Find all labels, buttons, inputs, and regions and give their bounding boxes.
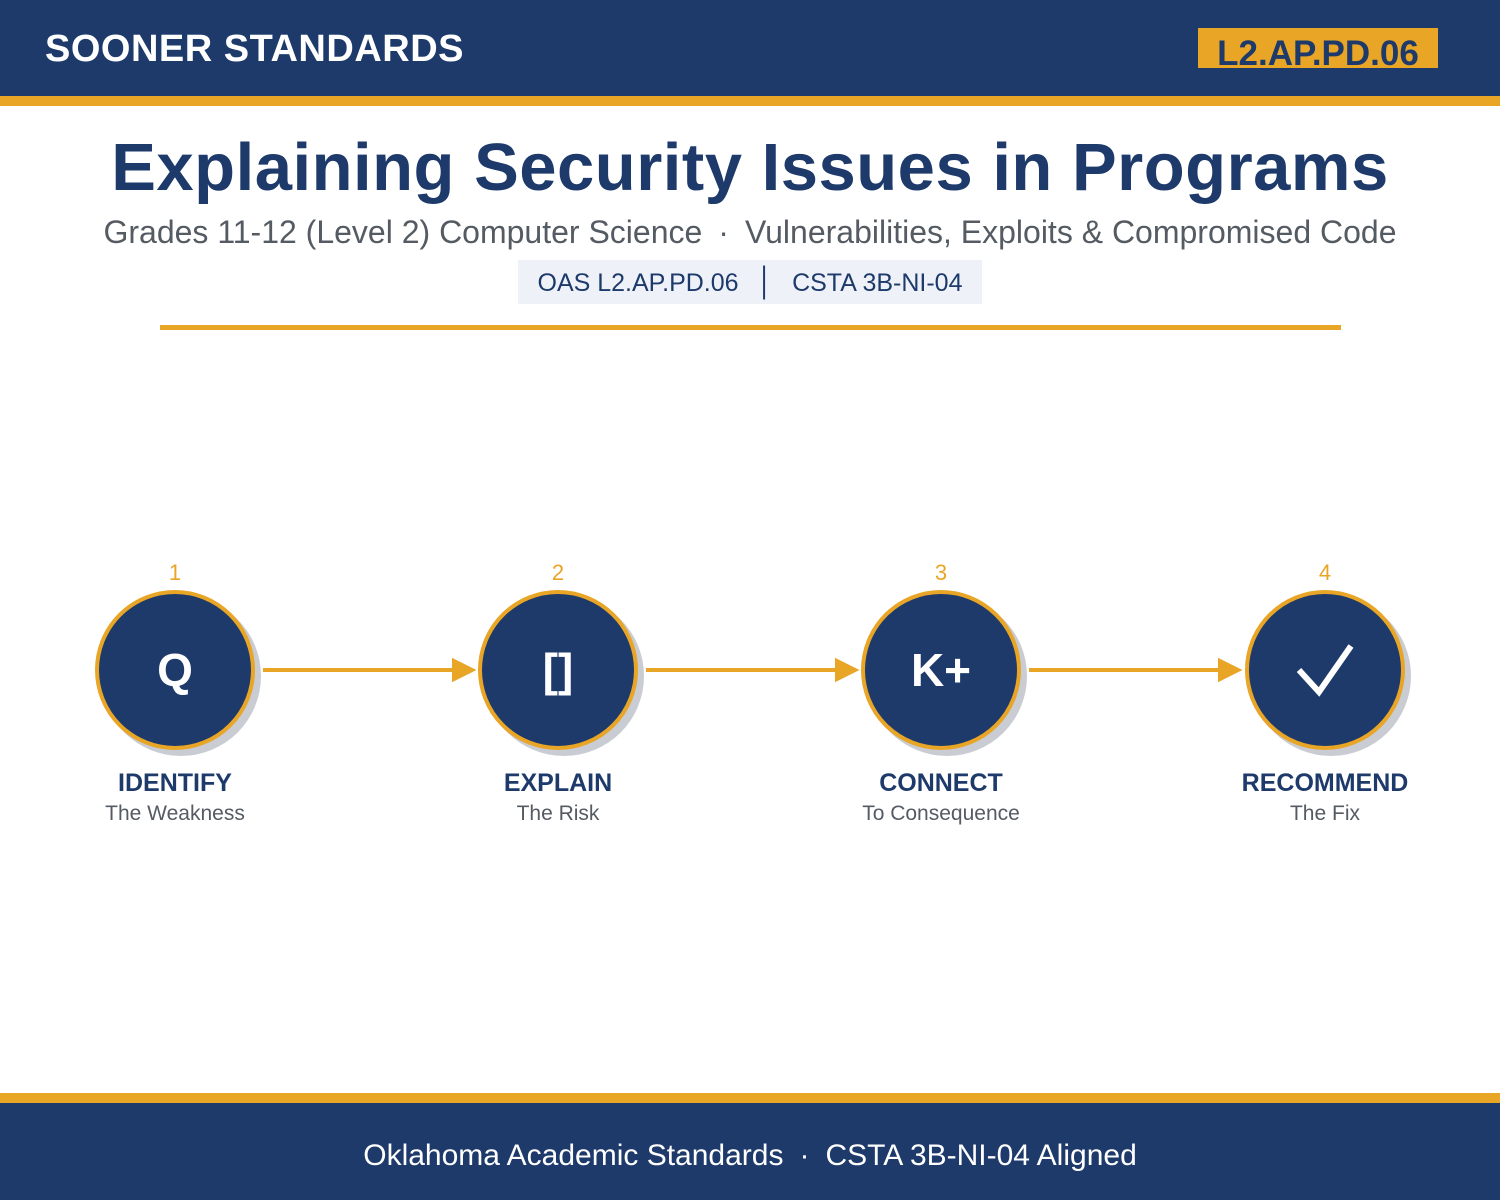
brand-name: SOONER STANDARDS: [45, 28, 464, 70]
step-subtitle: The Weakness: [105, 802, 245, 825]
link-glyph-icon: K+: [910, 644, 972, 696]
step-identify: [55, 540, 295, 828]
step-subtitle: The Risk: [516, 802, 600, 825]
footer-bar: [0, 1093, 1500, 1200]
magnifier-glyph-icon: Q: [157, 644, 193, 696]
footer-csta: CSTA 3B-NI-04 Aligned: [825, 1139, 1137, 1172]
csta-standard: CSTA 3B-NI-04: [792, 269, 963, 297]
header-bar: [0, 0, 1500, 106]
step-title: EXPLAIN: [503, 769, 613, 797]
subtitle-topic: Vulnerabilities, Exploits & Compromised Code: [744, 214, 1397, 250]
step-circle: [95, 590, 255, 750]
step-title: RECOMMEND: [1241, 769, 1409, 797]
step-number: 4: [1318, 560, 1332, 585]
step-subtitle: The Fix: [1289, 802, 1360, 825]
oas-standard: OAS L2.AP.PD.06: [537, 269, 739, 297]
step-circle: [478, 590, 638, 750]
footer-separator: ·: [799, 1139, 810, 1172]
step-number: 2: [551, 560, 565, 585]
subtitle-grade: Grades 11-12 (Level 2) Computer Science: [103, 214, 703, 250]
step-subtitle: To Consequence: [862, 802, 1020, 825]
subtitle: [0, 212, 1500, 252]
step-title: IDENTIFY: [118, 769, 232, 797]
checkmark-icon: [1295, 640, 1355, 700]
standards-separator: │: [756, 266, 775, 297]
step-title: CONNECT: [879, 769, 1003, 797]
step-circle: [861, 590, 1021, 750]
process-flow: [0, 540, 1500, 860]
step-connect: [821, 540, 1061, 828]
footer-oas: Oklahoma Academic Standards: [363, 1139, 784, 1172]
brackets-glyph-icon: []: [542, 644, 574, 696]
step-number: 1: [168, 560, 182, 585]
step-explain: [438, 540, 678, 828]
page-title: Explaining Security Issues in Programs: [111, 130, 1389, 205]
standards-chip: [518, 260, 982, 304]
step-circle: [1245, 590, 1405, 750]
step-number: 3: [934, 560, 948, 585]
standard-code-badge: L2.AP.PD.06: [1198, 28, 1438, 68]
divider-rule: [160, 325, 1341, 330]
footer-text: [0, 1138, 1500, 1174]
subtitle-separator: ·: [718, 214, 729, 250]
step-recommend: [1205, 540, 1445, 828]
